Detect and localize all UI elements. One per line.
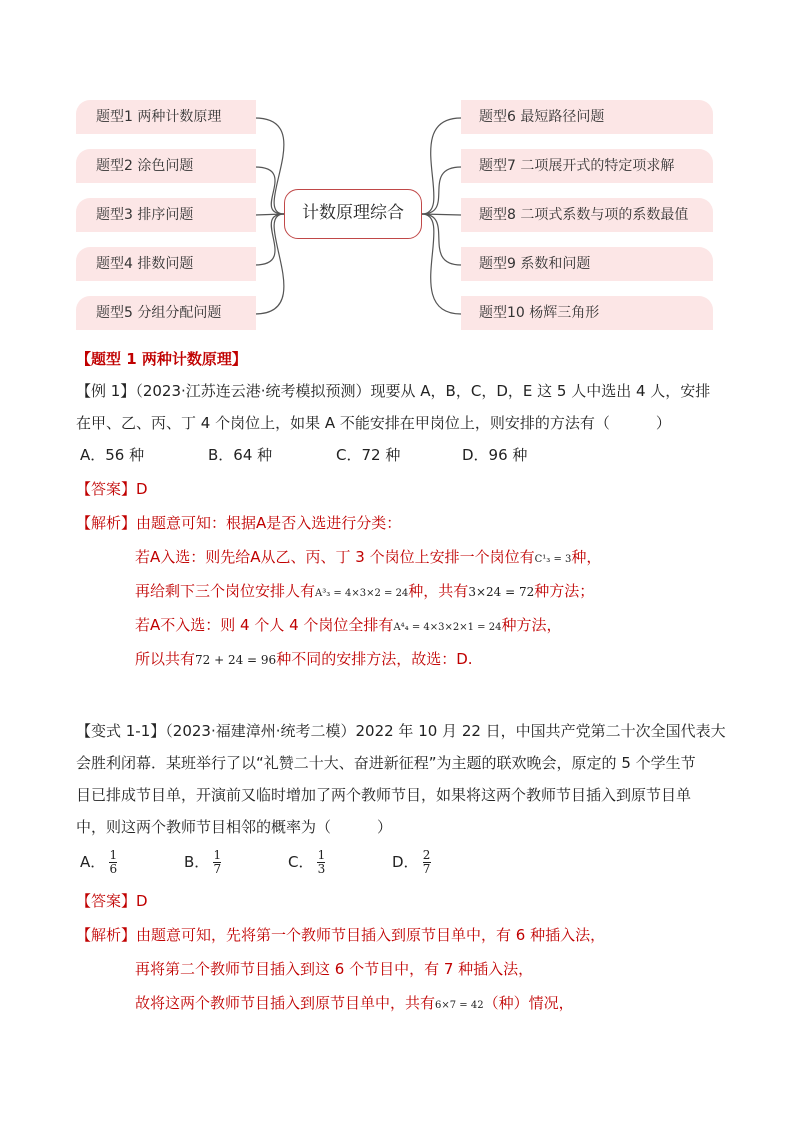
analysis-text: 种不同的安排方法，故选：D.: [276, 650, 473, 668]
variant-1-analysis-1: [76, 919, 726, 951]
example-1-answer: [76, 473, 726, 505]
document-body: [76, 343, 726, 1019]
option-a: A．56 种: [80, 446, 145, 464]
denominator: 6: [109, 862, 118, 876]
analysis-text: 种方法；: [534, 582, 595, 600]
connector-left-1: [255, 118, 284, 214]
example-source: （2023·江苏连云港·统考模拟预测）: [135, 382, 371, 400]
option-b: B．64 种: [208, 446, 273, 464]
connector-right-2: [422, 167, 461, 214]
example-1-line-2: [76, 407, 726, 439]
formula: 6×7 = 42: [435, 1000, 484, 1011]
node-topic-6: 题型6 最短路径问题: [461, 100, 713, 134]
connector-left-5: [255, 214, 284, 314]
variant-1-line-3: 目已排成节目单，开演前又临时增加了两个教师节目，如果将这两个教师节目插入到原节目单: [76, 786, 692, 804]
analysis-text: （种）情况，: [483, 994, 574, 1012]
option-label: D．: [392, 853, 419, 871]
option-b: [184, 843, 288, 881]
analysis-text: 再给剩下三个岗位安排人有: [135, 582, 316, 600]
fraction: [317, 849, 325, 876]
option-a: [76, 843, 184, 881]
variant-1-analysis-2: 再将第二个教师节目插入到这 6 个节目中，有 7 种插入法，: [135, 960, 534, 978]
example-1-line-1: [76, 375, 726, 407]
analysis-text: 种方法，: [501, 616, 562, 634]
node-topic-7: 题型7 二项展开式的特定项求解: [461, 149, 713, 183]
example-1-analysis-5: [76, 643, 726, 675]
denominator: 7: [422, 862, 431, 876]
fraction: [213, 849, 221, 876]
node-topic-10: 题型10 杨辉三角形: [461, 296, 713, 330]
node-topic-5: 题型5 分组分配问题: [76, 296, 256, 330]
example-text-2: 在甲、乙、丙、丁 4 个岗位上，如果 A 不能安排在甲岗位上，则安排的方法有（: [76, 414, 610, 432]
mind-map: [0, 0, 794, 340]
analysis-tag: 【解析】: [76, 514, 137, 532]
analysis-text: 种，共有: [408, 582, 469, 600]
node-topic-9: 题型9 系数和问题: [461, 247, 713, 281]
example-1-analysis-4: [76, 609, 726, 641]
variant-1-line-2: 会胜利闭幕．某班举行了以“礼赞二十大、奋进新征程”为主题的联欢晚会，原定的 5 个学生节: [76, 754, 696, 772]
node-topic-1: 题型1 两种计数原理: [76, 100, 256, 134]
answer-value: D: [136, 480, 148, 498]
example-1-analysis-3: [76, 575, 726, 607]
example-paren-close: ）: [655, 414, 671, 432]
node-topic-3: 题型3 排序问题: [76, 198, 256, 232]
option-label: B．: [184, 853, 210, 871]
variant-tag: 【变式 1-1】: [76, 722, 166, 740]
variant-1-line-1: [76, 715, 726, 747]
answer-tag: 【答案】: [76, 480, 137, 498]
option-label: A．: [80, 853, 106, 871]
mind-map-center: 计数原理综合: [284, 189, 422, 239]
answer-value: D: [136, 892, 148, 910]
example-tag: 【例 1】: [76, 382, 136, 400]
variant-text-1: （2023·福建漳州·统考二模）2022 年 10 月 22 日，中国共产党第二十次全国代表大: [165, 722, 726, 740]
variant-paren-close: ）: [377, 818, 393, 836]
node-topic-2: 题型2 涂色问题: [76, 149, 256, 183]
numerator: 2: [422, 848, 431, 862]
analysis-text: 所以共有: [135, 650, 196, 668]
numerator: 1: [213, 848, 222, 862]
denominator: 3: [317, 862, 326, 876]
analysis-text: 若A不入选：则 4 个人 4 个岗位全排有: [135, 616, 394, 634]
answer-tag: 【答案】: [76, 892, 137, 910]
option-c: [288, 843, 392, 881]
node-topic-8: 题型8 二项式系数与项的系数最值: [461, 198, 713, 232]
example-1-options: [76, 439, 726, 471]
analysis-line: 由题意可知：根据A是否入选进行分类：: [136, 514, 402, 532]
option-c: C．72 种: [336, 446, 401, 464]
numerator: 1: [109, 848, 118, 862]
numerator: 1: [317, 848, 326, 862]
fraction: [109, 849, 117, 876]
example-text-1: 现要从 A，B，C，D，E 这 5 人中选出 4 人，安排: [370, 382, 711, 400]
formula: A⁴₄ = 4×3×2×1 = 24: [393, 622, 502, 633]
example-1-analysis-1: [76, 507, 726, 539]
analysis-text: 故将这两个教师节目插入到原节目单中，共有: [135, 994, 436, 1012]
example-1-analysis-2: [76, 541, 726, 573]
connector-right-1: [422, 118, 461, 214]
formula: 72 + 24 = 96: [195, 653, 277, 667]
node-topic-4: 题型4 排数问题: [76, 247, 256, 281]
option-label: C．: [288, 853, 314, 871]
spacer: [76, 675, 726, 715]
analysis-tag: 【解析】: [76, 926, 137, 944]
variant-1-line-4: [76, 811, 726, 843]
formula: 3×24 = 72: [468, 585, 535, 599]
connector-right-4: [422, 214, 461, 265]
variant-1-options: [76, 843, 726, 881]
variant-text-4: 中，则这两个教师节目相邻的概率为（: [76, 818, 332, 836]
variant-1-analysis-3: [76, 987, 726, 1019]
option-d: D．96 种: [462, 446, 528, 464]
formula: C¹₃ = 3: [534, 554, 572, 565]
analysis-text: 若A入选：则先给A从乙、丙、丁 3 个岗位上安排一个岗位有: [135, 548, 535, 566]
formula: A³₃ = 4×3×2 = 24: [315, 588, 409, 599]
section-heading: 【题型 1 两种计数原理】: [76, 350, 247, 368]
option-d: [392, 843, 431, 881]
analysis-line: 由题意可知，先将第一个教师节目插入到原节目单中，有 6 种插入法，: [136, 926, 606, 944]
denominator: 7: [213, 862, 222, 876]
analysis-text: 种，: [571, 548, 602, 566]
fraction: [423, 849, 431, 876]
variant-1-answer: [76, 885, 726, 917]
